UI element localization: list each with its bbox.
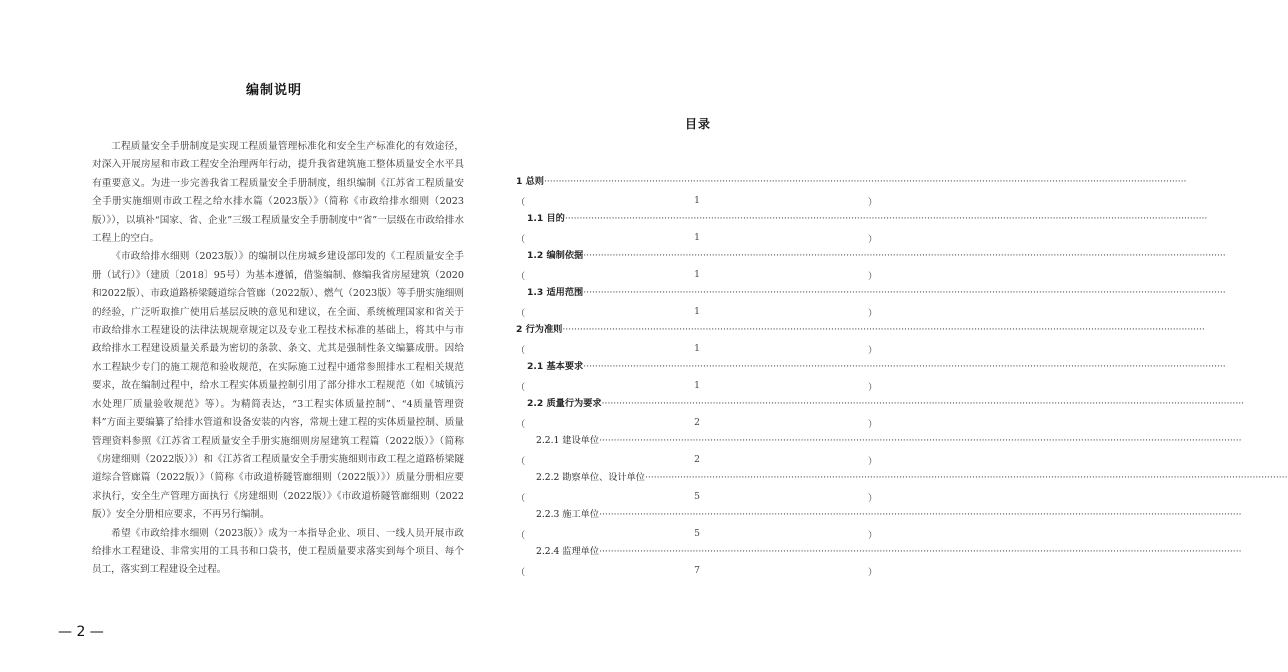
toc-dot-leader: ···························································································································································································································· — [583, 287, 1226, 298]
toc-entry[interactable] — [516, 247, 1226, 284]
toc-page-row — [516, 413, 878, 432]
toc-page-number: 5 — [694, 491, 700, 502]
toc-entry-label: 1.3 适用范围 — [527, 287, 584, 298]
toc-entry-label: 1.2 编制依据 — [527, 250, 584, 261]
toc-entry[interactable] — [516, 173, 1187, 210]
toc-entry-line — [516, 395, 1245, 413]
toc-entry-line — [516, 321, 1205, 339]
toc-page-number: 1 — [694, 380, 700, 391]
preface-paragraph-1: 工程质量安全手册制度是实现工程质量管理标准化和安全生产标准化的有效途径，对深入开展房屋和市政工程安全治理两年行动，提升我省建筑施工整体质量安全水平具有重要意义。为进一步完善我省工程质量安全手册制度，组织编制《江苏省工程质量安全手册实施细则市政工程之给水排水篇（2023版）》（简称《市政给排水细则（2023版）》），以填补“国家、省、企业”三级工程质量安全手册制度中“省”一层级在市政给排水工程上的空白。 — [92, 141, 464, 245]
toc-entry-line — [516, 210, 1208, 228]
toc-entry-line — [516, 247, 1226, 265]
toc-dot-leader: ···························································································································································································································· — [543, 176, 1187, 187]
toc-entry[interactable] — [516, 432, 1242, 469]
toc-entry-label: 2.1 基本要求 — [527, 361, 584, 372]
toc-page-row — [516, 265, 878, 284]
toc-page-number: 5 — [694, 528, 700, 539]
toc-page-row — [516, 524, 878, 543]
toc-open-paren: （ — [516, 233, 526, 245]
toc-dot-leader: ···························································································································································································································· — [599, 435, 1242, 446]
toc-page-row — [516, 191, 878, 210]
preface-body — [92, 138, 464, 580]
toc-page-number: 1 — [694, 343, 700, 354]
toc-close-paren: ） — [868, 381, 878, 393]
toc-close-paren: ） — [868, 492, 878, 504]
toc-entry-line — [516, 284, 1226, 302]
toc-page-number: 2 — [694, 454, 700, 465]
toc-entry[interactable] — [516, 543, 1242, 580]
toc-entry[interactable] — [516, 395, 1245, 432]
toc-page-number: 1 — [694, 306, 700, 317]
toc-open-paren: （ — [516, 344, 526, 356]
toc-close-paren: ） — [868, 270, 878, 282]
toc-page-row — [516, 339, 878, 358]
toc-close-paren: ） — [868, 418, 878, 430]
toc-entry-line — [516, 543, 1242, 561]
toc-page-number: 1 — [694, 232, 700, 243]
toc-entry-label: 1 总则 — [516, 176, 544, 187]
toc-dot-leader: ···························································································································································································································· — [599, 546, 1242, 557]
toc-page-row — [516, 228, 878, 247]
toc-open-paren: （ — [516, 492, 526, 504]
preface-title: 编制说明 — [246, 83, 303, 98]
toc-close-paren: ） — [868, 566, 878, 578]
toc-dot-leader: ···························································································································································································································· — [601, 398, 1245, 409]
toc-open-paren: （ — [516, 307, 526, 319]
toc-page-number: 2 — [694, 417, 700, 428]
toc-entry-label: 2.2.4 监理单位 — [536, 546, 600, 557]
toc-entry[interactable] — [516, 284, 1226, 321]
toc-open-paren: （ — [516, 529, 526, 541]
toc-entry-label: 2.2.2 勘察单位、设计单位 — [536, 472, 645, 483]
toc-page-number: 1 — [694, 269, 700, 280]
toc-entry-label: 2.2.3 施工单位 — [536, 509, 600, 520]
toc-open-paren: （ — [516, 381, 526, 393]
toc-entry-label: 2.2 质量行为要求 — [527, 398, 602, 409]
toc-entry-label: 2.2.1 建设单位 — [536, 435, 600, 446]
toc-page-row — [516, 487, 878, 506]
toc-entry[interactable] — [516, 506, 1242, 543]
toc-close-paren: ） — [868, 307, 878, 319]
toc-close-paren: ） — [868, 196, 878, 208]
toc-close-paren: ） — [868, 344, 878, 356]
toc-entry-line — [516, 358, 1226, 376]
toc-close-paren: ） — [868, 233, 878, 245]
toc-entry-line — [516, 469, 1288, 487]
toc-dot-leader: ···························································································································································································································· — [583, 250, 1226, 261]
toc-entry-line — [516, 173, 1187, 191]
toc-dot-leader: ···························································································································································································································· — [583, 361, 1226, 372]
toc-page-row — [516, 450, 878, 469]
toc-title: 目录 — [685, 117, 712, 131]
toc-dot-leader: ···························································································································································································································· — [562, 324, 1205, 335]
toc-dot-leader: ···························································································································································································································· — [599, 509, 1242, 520]
preface-paragraph-3: 希望《市政给排水细则（2023版）》成为一本指导企业、项目、一线人员开展市政给排水工程建设、非常实用的工具书和口袋书，使工程质量要求落实到每个项目、每个员工，落实到工程建设全过程。 — [92, 527, 464, 576]
toc-page-number: 1 — [694, 195, 700, 206]
toc-open-paren: （ — [516, 455, 526, 467]
toc-entry[interactable] — [516, 321, 1205, 358]
toc-dot-leader: ···························································································································································································································· — [564, 213, 1208, 224]
toc-entry-line — [516, 506, 1242, 524]
toc-open-paren: （ — [516, 418, 526, 430]
toc-entry-label: 2 行为准则 — [516, 324, 563, 335]
toc-page-row — [516, 302, 878, 321]
toc-page-row — [516, 376, 878, 395]
table-of-contents — [516, 173, 1288, 580]
toc-entry[interactable] — [516, 210, 1208, 247]
toc-open-paren: （ — [516, 196, 526, 208]
toc-close-paren: ） — [868, 455, 878, 467]
toc-entry-line — [516, 432, 1242, 450]
toc-page-number: 7 — [694, 565, 700, 576]
toc-open-paren: （ — [516, 270, 526, 282]
toc-entry[interactable] — [516, 358, 1226, 395]
toc-page-row — [516, 561, 878, 580]
toc-entry[interactable] — [516, 469, 1288, 506]
toc-open-paren: （ — [516, 566, 526, 578]
preface-paragraph-2: 《市政给排水细则（2023版）》的编制以住房城乡建设部印发的《工程质量安全手册（试行）》（建质〔2018〕95号）为基本遵循，借鉴编制、修编我省房屋建筑（2020和2022版）、市政道路桥梁隧道综合管廊（2022版）、燃气（2023版）等手册实施细则的经验，广泛听取推广使用后基层反映的意见和建议，在全面、系统梳理国家和省关于市政给排水工程建设的法律法规规章规定以及专业工程技术标准的基础上，将其中与市政给排水工程建设质量关系最为密切的条款、条文、尤其是强制性条文编纂成册。因给水工程缺少专门的施工规范和验收规范，在实际施工过程中通常参照排水工程相关规范要求，故在编制过程中，给水工程实体质量控制引用了部分排水工程规范（如《城镇污水处理厂质量验收规范》等）。为精简表达，“3工程实体质量控制”、“4质量管理资料”方面主要编纂了给排水管道和设备安装的内容，常规土建工程的实体质量控制、质量管理资料参照《江苏省工程质量安全手册实施细则房屋建筑工程篇（2022版）》（简称《房建细则（2022版）》）和《江苏省工程质量安全手册实施细则市政工程之道路桥梁隧道综合管廊篇（2022版）》（简称《市政道桥隧管廊细则（2022版）》）质量分册相应要求执行，安全生产管理方面执行《房建细则（2022版）》《市政道桥隧管廊细则（2022版）》安全分册相应要求，不再另行编制。 — [92, 251, 464, 521]
toc-close-paren: ） — [868, 529, 878, 541]
page-number: — 2 — — [58, 624, 104, 640]
toc-entry-label: 1.1 目的 — [527, 213, 565, 224]
toc-dot-leader: ···························································································································································································································· — [645, 472, 1288, 483]
